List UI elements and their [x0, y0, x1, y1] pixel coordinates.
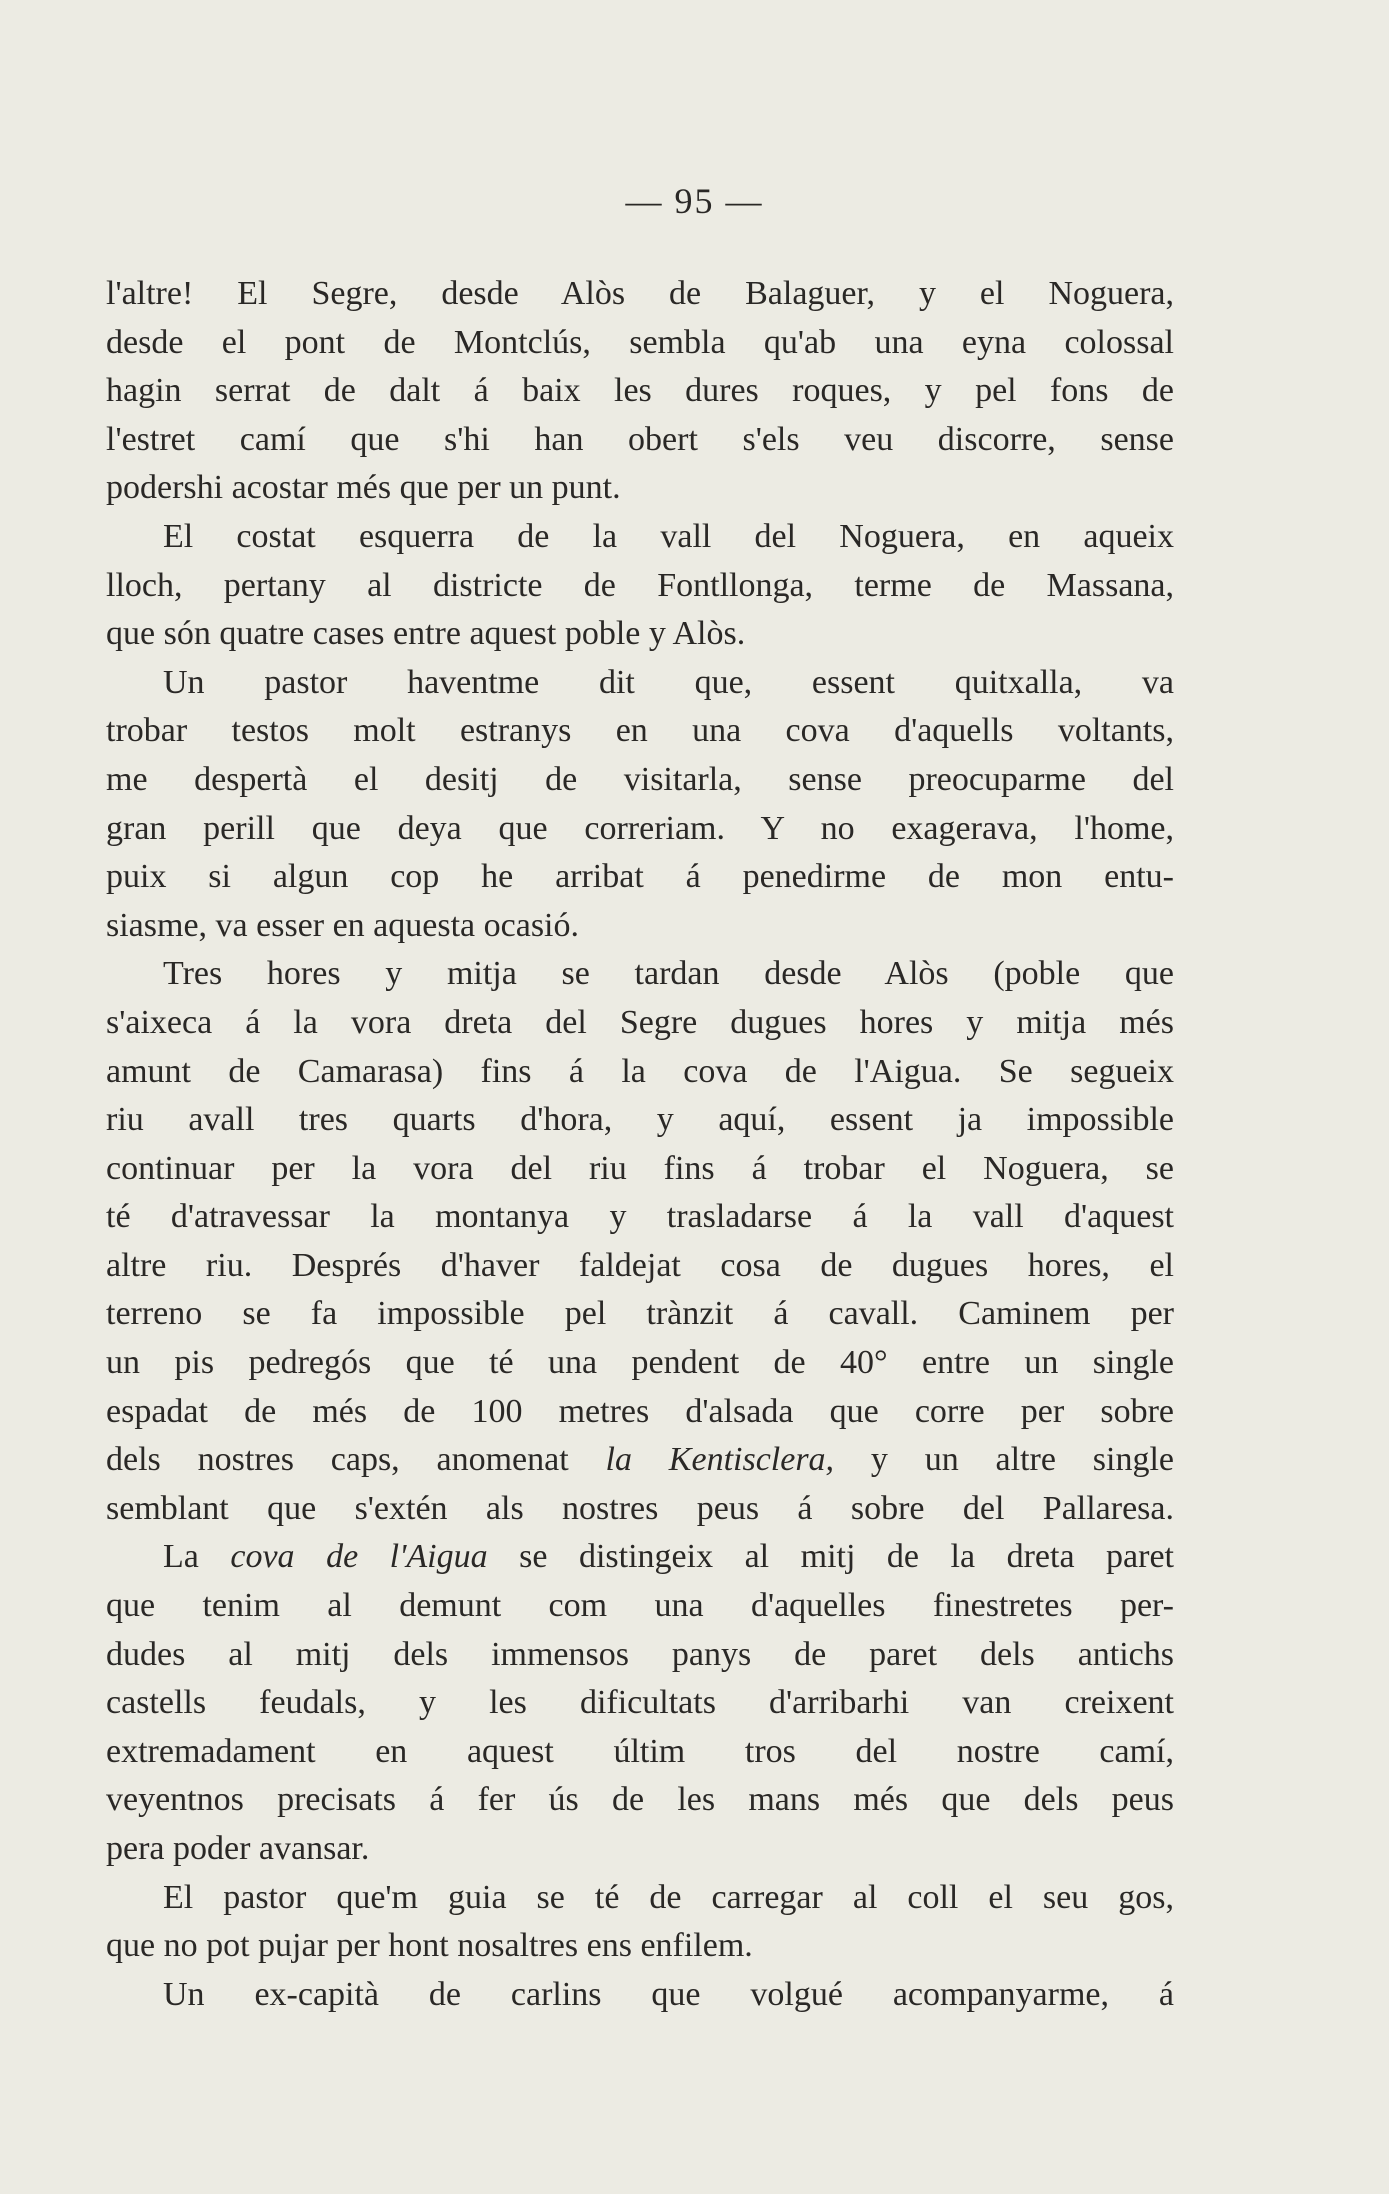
text-line: riu avall tres quarts d'hora, y aquí, essent ja impossible	[106, 1101, 1174, 1139]
text-line: lloch, pertany al districte de Fontllonga, terme de Massana,	[106, 566, 1174, 604]
text-line: hagin serrat de dalt á baix les dures roques, y pel fons de	[106, 372, 1174, 410]
text-line: continuar per la vora del riu fins á trobar el Noguera, se	[106, 1149, 1174, 1187]
text-line: pera poder avansar.	[106, 1830, 370, 1867]
text-line: El costat esquerra de la vall del Noguera, en aqueix	[163, 517, 1174, 555]
text-line: amunt de Camarasa) fins á la cova de l'Aigua. Se segueix	[106, 1052, 1174, 1090]
text-segment: y un altre single	[834, 1441, 1175, 1479]
text-line: s'aixeca á la vora dreta del Segre dugues hores y mitja més	[106, 1003, 1174, 1041]
text-line: castells feudals, y les dificultats d'arribarhi van creixent	[106, 1684, 1174, 1722]
text-line: l'altre! El Segre, desde Alòs de Balaguer, y el Noguera,	[106, 275, 1174, 312]
text-line: espadat de més de 100 metres d'alsada que corre per sobre	[106, 1392, 1174, 1430]
text-line-with-italic	[106, 1533, 1174, 1582]
text-line: Tres hores y mitja se tardan desde Alòs (poble que	[163, 955, 1174, 993]
body-text	[106, 270, 1174, 2019]
text-line: dudes al mitj dels immensos panys de paret dels antichs	[106, 1635, 1174, 1673]
text-line: l'estret camí que s'hi han obert s'els veu discorre, sense	[106, 420, 1174, 458]
text-line: un pis pedregós que té una pendent de 40° entre un single	[106, 1344, 1174, 1382]
text-line: Un pastor haventme dit que, essent quitxalla, va	[163, 663, 1174, 701]
text-line: desde el pont de Montclús, sembla qu'ab una eyna colossal	[106, 323, 1174, 361]
text-line-with-italic	[106, 1436, 1174, 1485]
text-line: Un ex-capità de carlins que volgué acompanyarme, á	[163, 1975, 1174, 2013]
italic-place-name: cova de l'Aigua	[230, 1538, 488, 1576]
text-segment: La	[163, 1538, 231, 1576]
text-line: me despertà el desitj de visitarla, sense preocuparme del	[106, 760, 1174, 798]
text-line: que són quatre cases entre aquest poble y Alòs.	[106, 615, 746, 653]
text-line: puix si algun cop he arribat á penedirme de mon entu-	[106, 858, 1174, 896]
text-line: siasme, va esser en aquesta ocasió.	[106, 906, 579, 944]
italic-place-name: la Kentisclera,	[605, 1441, 835, 1479]
text-line: té d'atravessar la montanya y trasladarse á la vall d'aquest	[106, 1198, 1174, 1236]
text-line: gran perill que deya que correriam. Y no exagerava, l'home,	[106, 809, 1174, 847]
page-number: — 95 —	[625, 181, 764, 221]
text-line: extremadament en aquest últim tros del nostre camí,	[106, 1732, 1174, 1770]
text-line: semblant que s'extén als nostres peus á sobre del Pallaresa.	[106, 1489, 1174, 1527]
text-line: que no pot pujar per hont nosaltres ens enfilem.	[106, 1927, 753, 1965]
text-segment: se distingeix al mitj de la dreta paret	[487, 1538, 1174, 1576]
text-line: veyentnos precisats á fer ús de les mans més que dels peus	[106, 1781, 1174, 1819]
text-line: El pastor que'm guia se té de carregar al coll el seu gos,	[163, 1878, 1174, 1916]
text-line: que tenim al demunt com una d'aquelles finestretes per-	[106, 1587, 1174, 1625]
text-line: terreno se fa impossible pel trànzit á cavall. Caminem per	[106, 1295, 1174, 1333]
text-line: podershi acostar més que per un punt.	[106, 469, 621, 507]
text-line: altre riu. Després d'haver faldejat cosa de dugues hores, el	[106, 1246, 1174, 1284]
text-line: trobar testos molt estranys en una cova d'aquells voltants,	[106, 712, 1174, 750]
text-segment: dels nostres caps, anomenat	[106, 1441, 606, 1479]
